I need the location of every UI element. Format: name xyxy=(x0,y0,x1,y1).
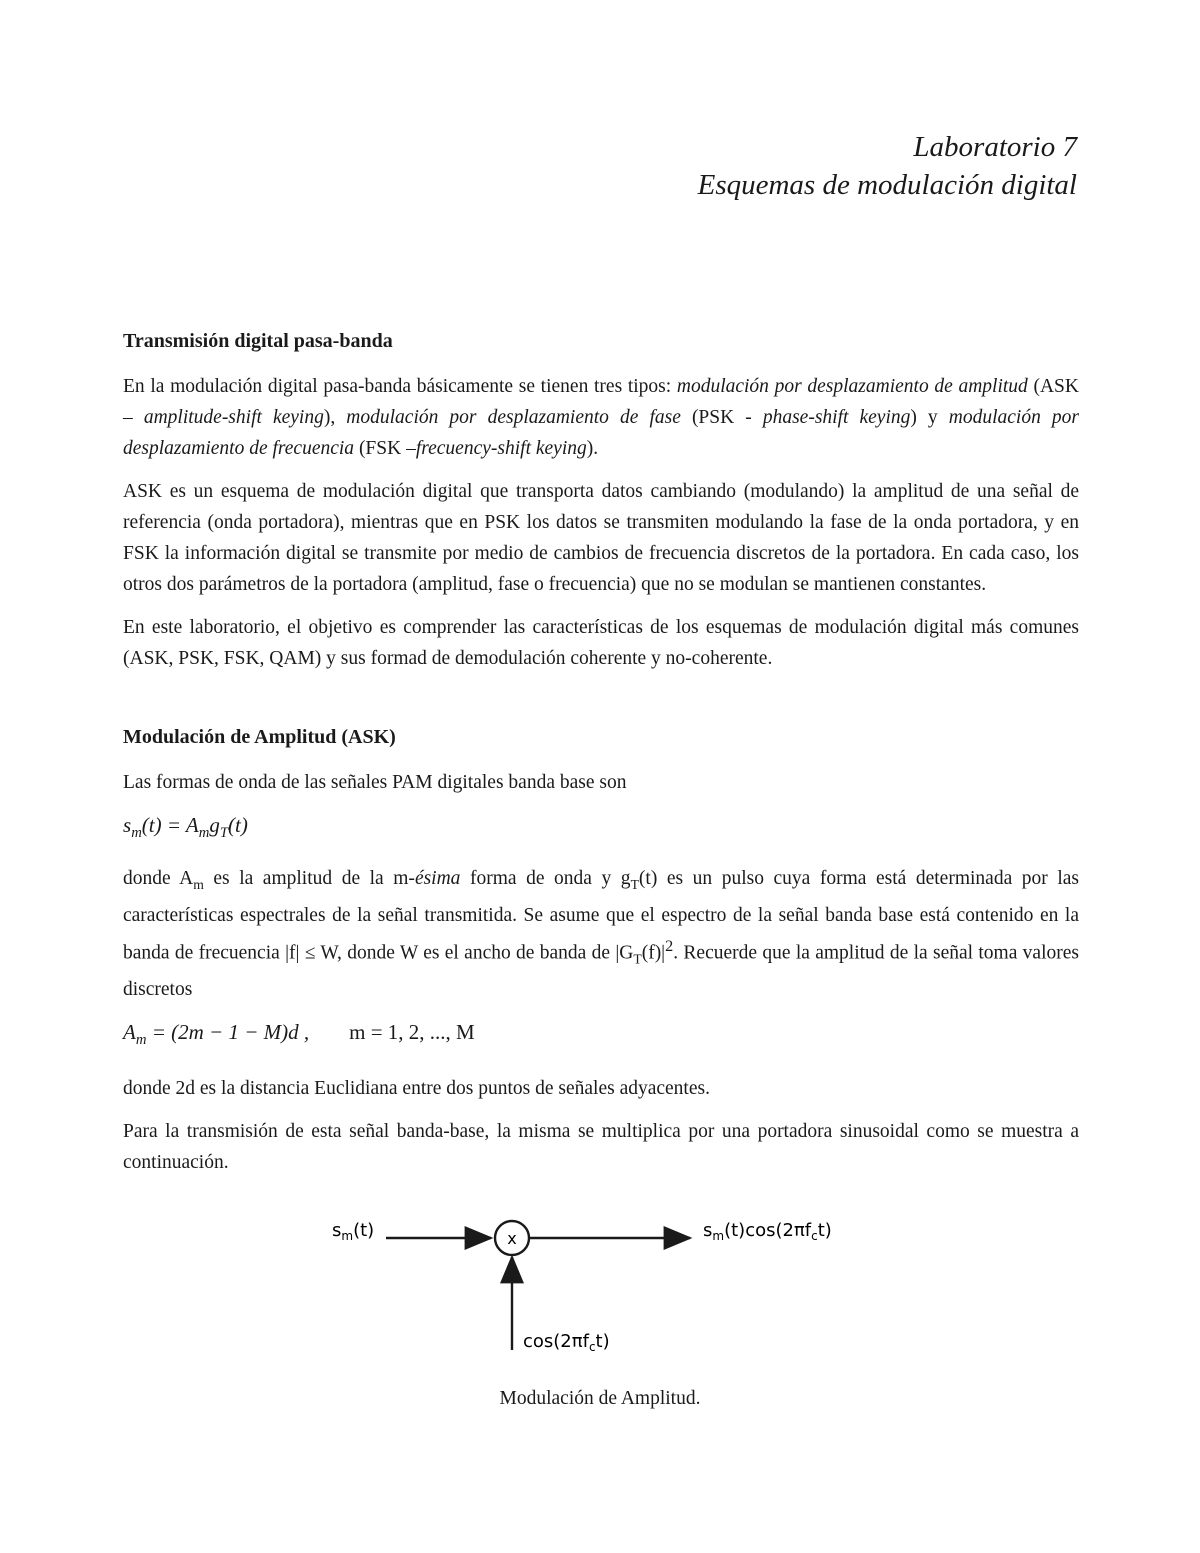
text-span: (ASK – xyxy=(123,376,1079,428)
text-span: En la modulación digital pasa-banda básicamente se tienen tres tipos: xyxy=(123,376,677,397)
eq-subscript: T xyxy=(219,825,229,842)
paragraph-euclidean: donde 2d es la distancia Euclidiana entre dos puntos de señales adyacentes. xyxy=(123,1077,710,1099)
text-subscript: m xyxy=(193,877,204,893)
text-subscript: T xyxy=(633,951,642,967)
eq-symbol: g xyxy=(209,813,220,837)
eq-symbol: (t) = A xyxy=(141,813,199,837)
text-span: (PSK - xyxy=(680,407,763,428)
section-heading-passband: Transmisión digital pasa-banda xyxy=(123,330,393,352)
paragraph-ask-description: ASK es un esquema de modulación digital que transporta datos cambiando (modulando) la amplitud de una señal de referencia (onda portadora), mientras que en PSK los datos se transmiten modulando la fase de la onda portadora, y en FSK la información digital se transmite por medio de cambios de frecuencia discretos de la portadora. En cada caso, los otros dos parámetros de la portadora (amplitud, fase o frecuencia) que no se modulan se mantienen constantes. xyxy=(123,481,1079,595)
equation-sm xyxy=(123,810,1079,849)
text-span: es la amplitud de la m- xyxy=(203,868,415,890)
term-ask: modulación por desplazamiento de amplitud xyxy=(676,376,1028,397)
eq-subscript: m xyxy=(131,825,142,842)
text-span: (f)| xyxy=(641,942,666,964)
paragraph-amplitude-definition xyxy=(123,863,1079,1005)
eq-symbol: A xyxy=(123,1020,136,1045)
multiply-icon: x xyxy=(507,1229,517,1248)
paragraph-pam-waveforms: Las formas de onda de las señales PAM digitales banda base son xyxy=(123,772,627,793)
eq-range: m = 1, 2, ..., M xyxy=(349,1020,475,1045)
modulation-block-diagram xyxy=(0,1200,1200,1420)
lab-number-title: Laboratorio 7 xyxy=(913,131,1077,163)
term-fsk-en: frecuency-shift keying xyxy=(415,438,587,459)
text-superscript: 2 xyxy=(665,937,674,956)
output-signal-label: $s_m(t)\cos(2\pi f_ct)$ xyxy=(703,1220,832,1243)
document-header xyxy=(698,128,1077,204)
section-heading-ask: Modulación de Amplitud (ASK) xyxy=(123,726,396,748)
eq-subscript: m xyxy=(198,825,210,842)
eq-expression: = (2m − 1 − M)d , xyxy=(146,1020,310,1045)
term-psk-en: phase-shift keying xyxy=(762,407,911,428)
term-psk: modulación por desplazamiento de fase xyxy=(346,407,681,428)
lab-subject-title: Esquemas de modulación digital xyxy=(697,169,1077,201)
term-fsk: modulación por desplazamiento de frecuencia xyxy=(123,407,1079,459)
term-ask-en: amplitude-shift keying xyxy=(143,407,324,428)
figure-caption: Modulación de Amplitud. xyxy=(499,1388,701,1409)
text-span: ). xyxy=(586,438,599,459)
paragraph-objective: En este laboratorio, el objetivo es comprender las características de los esquemas de modulación digital más comunes (ASK, PSK, FSK, QAM) y sus formad de demodulación coherente y no-coherente. xyxy=(123,617,1079,669)
text-span: forma de onda y g xyxy=(460,868,631,890)
text-span: (t) es un pulso cuya forma está determinada por las características espectrales de la señal transmitida. Se asume que el espectro de la señal banda base está contenido en la banda de frecuencia |f| ≤ W, donde W es el ancho de banda de |G xyxy=(123,868,1079,964)
text-italic: ésima xyxy=(414,868,461,890)
input-signal-label: $s_m(t)$ xyxy=(332,1220,375,1243)
eq-symbol: (t) xyxy=(228,813,248,837)
carrier-label: $\cos(2\pi f_ct)$ xyxy=(523,1331,610,1354)
paragraph-intro xyxy=(123,371,1079,464)
text-span: (FSK – xyxy=(354,438,416,459)
text-span: . Recuerde que la amplitud de la señal toma valores discretos xyxy=(123,942,1079,1001)
text-span: donde A xyxy=(123,868,194,890)
document-body xyxy=(123,326,1079,1190)
text-span: ), xyxy=(323,407,347,428)
equation-am xyxy=(123,1017,1079,1056)
paragraph-carrier: Para la transmisión de esta señal banda-base, la misma se multiplica por una portadora sinusoidal como se muestra a continuación. xyxy=(123,1120,1079,1173)
text-span: ) y xyxy=(910,407,949,428)
text-subscript: T xyxy=(630,877,639,893)
eq-symbol: s xyxy=(123,813,132,837)
eq-subscript: m xyxy=(135,1032,147,1049)
